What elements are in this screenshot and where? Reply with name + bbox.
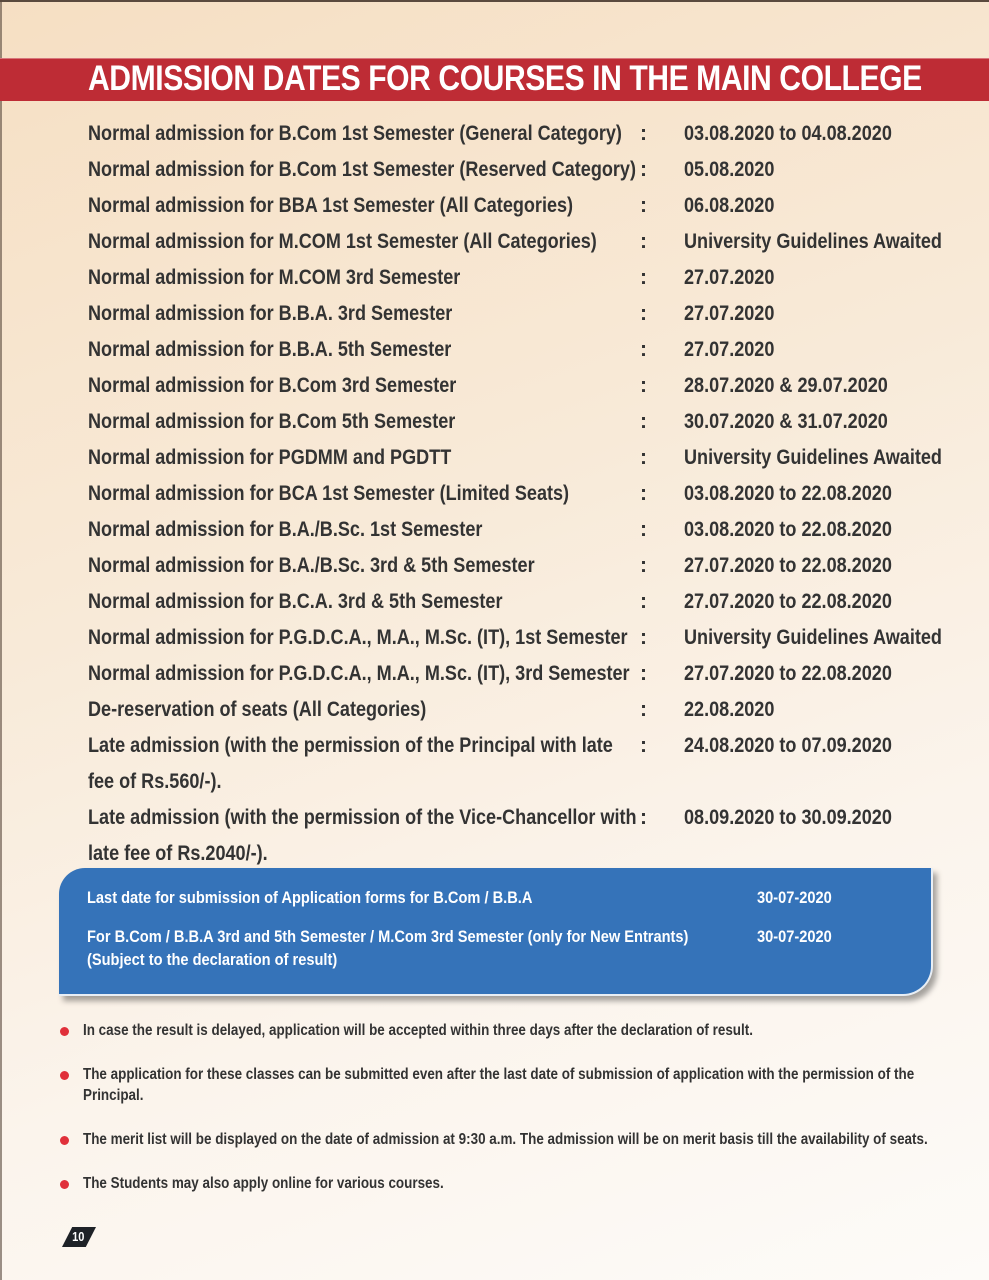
row-date: University Guidelines Awaited xyxy=(684,230,942,253)
last-dates-box xyxy=(59,868,933,996)
row-separator: : xyxy=(640,590,647,613)
page-number: 10 xyxy=(72,1229,85,1244)
row-label: Normal admission for B.B.A. 5th Semester xyxy=(88,338,452,361)
table-row xyxy=(88,188,968,224)
row-label: Normal admission for B.Com 1st Semester (General Category) xyxy=(88,122,622,145)
row-separator: : xyxy=(640,302,647,325)
table-row xyxy=(88,152,968,188)
admission-dates-table xyxy=(88,116,968,872)
row-label: Normal admission for B.A./B.Sc. 1st Semester xyxy=(88,518,483,541)
last-date-value: 30-07-2020 xyxy=(757,888,832,907)
row-date: 03.08.2020 to 04.08.2020 xyxy=(684,122,892,145)
row-date: 03.08.2020 to 22.08.2020 xyxy=(684,518,892,541)
table-row xyxy=(88,116,968,152)
table-row xyxy=(88,656,968,692)
row-date: 27.07.2020 xyxy=(684,302,775,325)
bullet-icon xyxy=(60,1027,69,1036)
row-label: Normal admission for PGDMM and PGDTT xyxy=(88,446,452,469)
table-row xyxy=(88,368,968,404)
bullet-icon xyxy=(60,1071,69,1080)
page-title: ADMISSION DATES FOR COURSES IN THE MAIN COLLEGE xyxy=(88,59,922,98)
list-item xyxy=(60,1129,950,1150)
bullet-icon xyxy=(60,1180,69,1189)
row-date: 08.09.2020 to 30.09.2020 xyxy=(684,806,892,829)
row-date: 28.07.2020 & 29.07.2020 xyxy=(684,374,888,397)
row-label: Late admission (with the permission of the Principal with late fee of Rs.560/-). xyxy=(88,734,613,793)
row-label: Normal admission for P.G.D.C.A., M.A., M.Sc. (IT), 1st Semester xyxy=(88,626,628,649)
row-date: 05.08.2020 xyxy=(684,158,775,181)
row-separator: : xyxy=(640,410,647,433)
last-date-sublabel: (Subject to the declaration of result) xyxy=(87,950,338,969)
table-row xyxy=(88,548,968,584)
row-label: Normal admission for BBA 1st Semester (All Categories) xyxy=(88,194,574,217)
table-row xyxy=(88,440,968,476)
row-label: Normal admission for M.COM 3rd Semester xyxy=(88,266,461,289)
row-separator: : xyxy=(640,230,647,253)
row-separator: : xyxy=(640,374,647,397)
row-date: 27.07.2020 to 22.08.2020 xyxy=(684,554,892,577)
table-row xyxy=(88,332,968,368)
page-number-badge xyxy=(62,1227,96,1247)
row-label: Normal admission for P.G.D.C.A., M.A., M.Sc. (IT), 3rd Semester xyxy=(88,662,630,685)
table-row xyxy=(88,512,968,548)
row-label: Late admission (with the permission of the Vice-Chancellor with late fee of Rs.2040/-). xyxy=(88,806,637,865)
row-separator: : xyxy=(640,446,647,469)
row-label: Normal admission for B.Com 3rd Semester xyxy=(88,374,457,397)
row-label: Normal admission for BCA 1st Semester (Limited Seats) xyxy=(88,482,570,505)
row-separator: : xyxy=(640,158,647,181)
row-separator: : xyxy=(640,482,647,505)
note-text: The merit list will be displayed on the date of admission at 9:30 a.m. The admission will be on merit basis till the availability of seats. xyxy=(83,1131,928,1148)
note-text: The Students may also apply online for various courses. xyxy=(83,1175,444,1192)
row-date: 06.08.2020 xyxy=(684,194,775,217)
notes-list xyxy=(60,1020,950,1194)
table-row xyxy=(88,476,968,512)
row-separator: : xyxy=(640,698,647,721)
row-separator: : xyxy=(640,122,647,145)
row-separator: : xyxy=(640,194,647,217)
row-label: Normal admission for B.B.A. 3rd Semester xyxy=(88,302,453,325)
table-row xyxy=(88,260,968,296)
bullet-icon xyxy=(60,1136,69,1145)
list-item xyxy=(60,1173,950,1194)
row-label: Normal admission for B.Com 1st Semester (Reserved Category) xyxy=(88,158,636,181)
list-item xyxy=(60,1064,950,1106)
row-separator: : xyxy=(640,518,647,541)
row-separator: : xyxy=(640,266,647,289)
note-text: The application for these classes can be submitted even after the last date of submission of application with the permission of the Principal. xyxy=(83,1066,915,1104)
row-label: De-reservation of seats (All Categories) xyxy=(88,698,427,721)
row-separator: : xyxy=(640,338,647,361)
row-date: 27.07.2020 to 22.08.2020 xyxy=(684,590,892,613)
row-date: 27.07.2020 to 22.08.2020 xyxy=(684,662,892,685)
table-row xyxy=(88,224,968,260)
last-date-label: Last date for submission of Application forms for B.Com / B.B.A xyxy=(87,888,533,907)
row-date: 27.07.2020 xyxy=(684,266,775,289)
table-row xyxy=(88,800,968,872)
table-row xyxy=(88,620,968,656)
row-date: 24.08.2020 to 07.09.2020 xyxy=(684,734,892,757)
row-separator: : xyxy=(640,554,647,577)
page-border-top xyxy=(0,0,989,2)
table-row xyxy=(88,692,968,728)
row-label: Normal admission for B.A./B.Sc. 3rd & 5th Semester xyxy=(88,554,535,577)
table-row xyxy=(88,404,968,440)
last-date-value: 30-07-2020 xyxy=(757,927,832,946)
note-text: In case the result is delayed, application will be accepted within three days after the declaration of result. xyxy=(83,1022,753,1039)
row-date: University Guidelines Awaited xyxy=(684,446,942,469)
list-item xyxy=(60,1020,950,1041)
row-separator: : xyxy=(640,734,647,757)
table-row xyxy=(88,296,968,332)
last-date-label: For B.Com / B.B.A 3rd and 5th Semester / M.Com 3rd Semester (only for New Entrants) xyxy=(87,927,689,946)
row-label: Normal admission for B.C.A. 3rd & 5th Semester xyxy=(88,590,503,613)
row-date: 22.08.2020 xyxy=(684,698,775,721)
row-date: 27.07.2020 xyxy=(684,338,775,361)
row-separator: : xyxy=(640,806,647,829)
row-label: Normal admission for B.Com 5th Semester xyxy=(88,410,456,433)
row-separator: : xyxy=(640,662,647,685)
row-separator: : xyxy=(640,626,647,649)
page-border-left xyxy=(0,0,2,1280)
row-date: University Guidelines Awaited xyxy=(684,626,942,649)
row-date: 30.07.2020 & 31.07.2020 xyxy=(684,410,888,433)
table-row xyxy=(88,584,968,620)
row-label: Normal admission for M.COM 1st Semester (All Categories) xyxy=(88,230,597,253)
table-row xyxy=(88,728,968,800)
row-date: 03.08.2020 to 22.08.2020 xyxy=(684,482,892,505)
